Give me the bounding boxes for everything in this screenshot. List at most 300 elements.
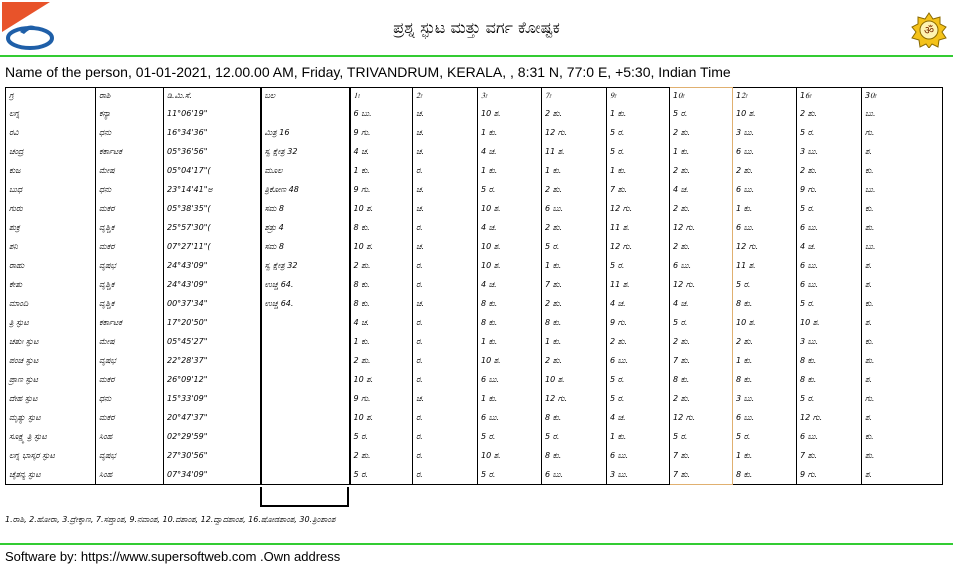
- cell-graha: ತ್ರಿ ಸ್ಫುಟ: [6, 313, 96, 332]
- cell-drekkana-3: 10 ಶ.: [478, 351, 542, 370]
- cell-drekkana-3: 10 ಶ.: [478, 237, 542, 256]
- cell-trimshamsha-30: ಬು.: [862, 237, 943, 256]
- cell-degree: 27°30'56": [164, 446, 261, 465]
- table-row: [6, 180, 943, 199]
- cell-bala: [261, 351, 350, 370]
- cell-hora-2: ಚ.: [413, 294, 478, 313]
- cell-graha: ಕುಜ: [6, 161, 96, 180]
- cell-dwadashamsha-12: 8 ಕು.: [733, 465, 797, 485]
- cell-rashi: ಕರ್ಕಾಟಕ: [96, 313, 164, 332]
- cell-dashamsha-10: 4 ಚ.: [670, 294, 733, 313]
- cell-dwadashamsha-12: 6 ಬು.: [733, 142, 797, 161]
- cell-dwadashamsha-12: 5 ರ.: [733, 427, 797, 446]
- cell-saptamsha-7: 8 ಕು.: [542, 446, 607, 465]
- cell-trimshamsha-30: ಗು.: [862, 389, 943, 408]
- cell-saptamsha-7: 1 ಕು.: [542, 332, 607, 351]
- cell-rashi: ಮೇಷ: [96, 161, 164, 180]
- cell-saptamsha-7: 2 ಶು.: [542, 294, 607, 313]
- cell-hora-2: ಚ.: [413, 389, 478, 408]
- cell-graha: ಪಂಚ ಸ್ಫುಟ: [6, 351, 96, 370]
- table-row: [6, 351, 943, 370]
- cell-rashi: ಧನು: [96, 389, 164, 408]
- cell-saptamsha-7: 6 ಬು.: [542, 465, 607, 485]
- cell-navamsha-9: 5 ರ.: [607, 389, 670, 408]
- cell-rashi: ವೃಶ್ಚಿಕ: [96, 218, 164, 237]
- cell-degree: 24°43'09": [164, 275, 261, 294]
- software-credit: Software by: https://www.supersoftweb.com .Own address: [5, 549, 341, 564]
- cell-degree: 02°29'59": [164, 427, 261, 446]
- cell-bala: [261, 389, 350, 408]
- table-row: [6, 256, 943, 275]
- cell-trimshamsha-30: ಕು.: [862, 161, 943, 180]
- table-row: [6, 142, 943, 161]
- cell-dwadashamsha-12: 1 ಕು.: [733, 351, 797, 370]
- cell-dashamsha-10: 2 ಶು.: [670, 199, 733, 218]
- header-rashi: ರಾಶಿ: [96, 88, 164, 105]
- cell-graha: ಗುರು: [6, 199, 96, 218]
- cell-rashi: ವೃಷಭ: [96, 256, 164, 275]
- cell-saptamsha-7: 5 ರ.: [542, 237, 607, 256]
- cell-graha: ಮಾಂದಿ: [6, 294, 96, 313]
- varga-legend: 1.ರಾಶಿ, 2.ಹೋರಾ, 3.ದ್ರೇಕ್ಕಾಣ, 7.ಸಪ್ತಾಂಶ, 9.ನವಾಂಶ, 10.ದಶಾಂಶ, 12.ದ್ವಾದಶಾಂಶ, 16.ಷೋಡಶಾಂಶ, 30.ತ್ರಿಂಶಾಂಶ: [5, 515, 336, 524]
- cell-bala: [261, 446, 350, 465]
- cell-dwadashamsha-12: 12 ಗು.: [733, 237, 797, 256]
- cell-graha: ಕೇತು: [6, 275, 96, 294]
- cell-degree: 26°09'12": [164, 370, 261, 389]
- cell-rashi-1: 8 ಕು.: [350, 294, 413, 313]
- cell-dashamsha-10: 2 ಶು.: [670, 237, 733, 256]
- cell-dashamsha-10: 7 ಶು.: [670, 446, 733, 465]
- cell-shodashamsha-16: 5 ರ.: [797, 199, 862, 218]
- cell-dashamsha-10: 12 ಗು.: [670, 408, 733, 427]
- cell-degree: 05°38'35"(: [164, 199, 261, 218]
- cell-rashi: ಧನು: [96, 123, 164, 142]
- cell-bala: [261, 408, 350, 427]
- page-title: ಪ್ರಶ್ನ ಸ್ಫುಟ ಮತ್ತು ವರ್ಗ ಕೋಷ್ಟಕ: [393, 18, 560, 37]
- cell-trimshamsha-30: ಶ.: [862, 275, 943, 294]
- cell-shodashamsha-16: 10 ಶ.: [797, 313, 862, 332]
- cell-dashamsha-10: 4 ಚ.: [670, 180, 733, 199]
- cell-saptamsha-7: 8 ಕು.: [542, 313, 607, 332]
- cell-dashamsha-10: 12 ಗು.: [670, 275, 733, 294]
- cell-saptamsha-7: 2 ಶು.: [542, 218, 607, 237]
- cell-graha: ಮೃತ್ಯು ಸ್ಫುಟ: [6, 408, 96, 427]
- cell-dwadashamsha-12: 6 ಬು.: [733, 408, 797, 427]
- cell-bala: ಮೂಲ: [261, 161, 350, 180]
- cell-rashi: ವೃಶ್ಚಿಕ: [96, 294, 164, 313]
- cell-dwadashamsha-12: 10 ಶ.: [733, 104, 797, 123]
- cell-rashi: ಸಿಂಹ: [96, 465, 164, 485]
- cell-rashi-1: 10 ಶ.: [350, 237, 413, 256]
- cell-trimshamsha-30: ಶ.: [862, 408, 943, 427]
- cell-navamsha-9: 6 ಬು.: [607, 446, 670, 465]
- cell-drekkana-3: 8 ಕು.: [478, 313, 542, 332]
- cell-shodashamsha-16: 6 ಬು.: [797, 256, 862, 275]
- table-row: [6, 104, 943, 123]
- table-row: [6, 332, 943, 351]
- cell-graha: ಚೈತನ್ಯ ಸ್ಫುಟ: [6, 465, 96, 485]
- table-row: [6, 294, 943, 313]
- cell-shodashamsha-16: 5 ರ.: [797, 294, 862, 313]
- cell-dwadashamsha-12: 11 ಶ.: [733, 256, 797, 275]
- cell-saptamsha-7: 8 ಕು.: [542, 408, 607, 427]
- cell-degree: 05°04'17"(: [164, 161, 261, 180]
- cell-rashi: ಮಕರ: [96, 199, 164, 218]
- table-row: [6, 123, 943, 142]
- cell-drekkana-3: 5 ರ.: [478, 427, 542, 446]
- svg-text:ॐ: ॐ: [923, 24, 935, 37]
- cell-saptamsha-7: 12 ಗು.: [542, 123, 607, 142]
- cell-trimshamsha-30: ಶ.: [862, 313, 943, 332]
- cell-shodashamsha-16: 6 ಬು.: [797, 427, 862, 446]
- cell-dwadashamsha-12: 1 ಕು.: [733, 199, 797, 218]
- cell-hora-2: ಚ.: [413, 142, 478, 161]
- cell-drekkana-3: 8 ಕು.: [478, 294, 542, 313]
- cell-hora-2: ರ.: [413, 161, 478, 180]
- cell-hora-2: ರ.: [413, 465, 478, 485]
- cell-hora-2: ರ.: [413, 275, 478, 294]
- cell-graha: ಚತುಃ ಸ್ಫುಟ: [6, 332, 96, 351]
- cell-graha: ಶುಕ್ರ: [6, 218, 96, 237]
- cell-trimshamsha-30: ಕು.: [862, 332, 943, 351]
- cell-rashi: ಸಿಂಹ: [96, 427, 164, 446]
- cell-trimshamsha-30: ಶು.: [862, 218, 943, 237]
- cell-graha: ಪ್ರಾಣ ಸ್ಫುಟ: [6, 370, 96, 389]
- cell-drekkana-3: 1 ಕು.: [478, 123, 542, 142]
- cell-shodashamsha-16: 3 ಬು.: [797, 142, 862, 161]
- cell-rashi-1: 9 ಗು.: [350, 389, 413, 408]
- om-seal-icon: [911, 12, 947, 48]
- cell-navamsha-9: 11 ಶ.: [607, 218, 670, 237]
- cell-navamsha-9: 3 ಬು.: [607, 465, 670, 485]
- cell-trimshamsha-30: ಕು.: [862, 427, 943, 446]
- cell-rashi-1: 1 ಕು.: [350, 161, 413, 180]
- cell-shodashamsha-16: 6 ಬು.: [797, 275, 862, 294]
- cell-drekkana-3: 6 ಬು.: [478, 408, 542, 427]
- cell-graha: ಲಗ್ನ: [6, 104, 96, 123]
- cell-dwadashamsha-12: 6 ಬು.: [733, 218, 797, 237]
- cell-rashi-1: 2 ಶು.: [350, 446, 413, 465]
- cell-shodashamsha-16: 5 ರ.: [797, 389, 862, 408]
- cell-drekkana-3: 5 ರ.: [478, 180, 542, 199]
- cell-drekkana-3: 10 ಶ.: [478, 446, 542, 465]
- cell-shodashamsha-16: 8 ಕು.: [797, 370, 862, 389]
- cell-dwadashamsha-12: 8 ಕು.: [733, 370, 797, 389]
- cell-bala: [261, 465, 350, 485]
- cell-saptamsha-7: 1 ಕು.: [542, 161, 607, 180]
- cell-hora-2: ಚ.: [413, 237, 478, 256]
- cell-bala: [261, 332, 350, 351]
- header-navamsha-9: 9ಃ: [607, 88, 670, 105]
- header: [0, 0, 953, 56]
- cell-navamsha-9: 1 ಕು.: [607, 104, 670, 123]
- cell-dwadashamsha-12: 5 ರ.: [733, 275, 797, 294]
- cell-rashi-1: 4 ಚ.: [350, 313, 413, 332]
- cell-navamsha-9: 12 ಗು.: [607, 237, 670, 256]
- cell-saptamsha-7: 2 ಶು.: [542, 351, 607, 370]
- cell-drekkana-3: 1 ಕು.: [478, 389, 542, 408]
- cell-navamsha-9: 5 ರ.: [607, 256, 670, 275]
- cell-trimshamsha-30: ಬು.: [862, 104, 943, 123]
- cell-rashi: ವೃಷಭ: [96, 446, 164, 465]
- cell-hora-2: ಚ.: [413, 180, 478, 199]
- cell-degree: 11°06'19": [164, 104, 261, 123]
- cell-navamsha-9: 9 ಗು.: [607, 313, 670, 332]
- cell-trimshamsha-30: ಶ.: [862, 370, 943, 389]
- cell-dashamsha-10: 5 ರ.: [670, 427, 733, 446]
- cell-saptamsha-7: 5 ರ.: [542, 427, 607, 446]
- header-hora-2: 2ಃ: [413, 88, 478, 105]
- cell-saptamsha-7: 10 ಶ.: [542, 370, 607, 389]
- cell-degree: 05°36'56": [164, 142, 261, 161]
- table-row: [6, 465, 943, 485]
- cell-bala: [261, 370, 350, 389]
- cell-drekkana-3: 10 ಶ.: [478, 256, 542, 275]
- cell-rashi-1: 9 ಗು.: [350, 180, 413, 199]
- cell-dashamsha-10: 2 ಶು.: [670, 389, 733, 408]
- cell-rashi-1: 8 ಕು.: [350, 275, 413, 294]
- table-row: [6, 408, 943, 427]
- cell-bala: ಉಚ್ಚ 64.: [261, 275, 350, 294]
- cell-bala: ಸ್ವ ಕ್ಷೇತ್ರ 32: [261, 256, 350, 275]
- table-row: [6, 313, 943, 332]
- cell-trimshamsha-30: ಕು.: [862, 199, 943, 218]
- sphuta-varga-table: [5, 87, 943, 485]
- cell-saptamsha-7: 7 ಶು.: [542, 275, 607, 294]
- cell-graha: ಚಂದ್ರ: [6, 142, 96, 161]
- cell-saptamsha-7: 1 ಕು.: [542, 256, 607, 275]
- cell-rashi: ವೃಷಭ: [96, 351, 164, 370]
- cell-hora-2: ರ.: [413, 218, 478, 237]
- cell-dashamsha-10: 5 ರ.: [670, 313, 733, 332]
- header-graha: ಗ್ರ: [6, 88, 96, 105]
- header-bala: ಬಲ: [261, 88, 350, 105]
- cell-dashamsha-10: 5 ರ.: [670, 104, 733, 123]
- cell-navamsha-9: 2 ಶು.: [607, 332, 670, 351]
- cell-navamsha-9: 12 ಗು.: [607, 199, 670, 218]
- cell-degree: 07°27'11"(: [164, 237, 261, 256]
- header-degree: ಡಿ.ಮಿ.ಸೆ.: [164, 88, 261, 105]
- cell-graha: ರಾಹು: [6, 256, 96, 275]
- cell-degree: 22°28'37": [164, 351, 261, 370]
- cell-shodashamsha-16: 2 ಶು.: [797, 104, 862, 123]
- cell-degree: 17°20'50": [164, 313, 261, 332]
- cell-dwadashamsha-12: 6 ಬು.: [733, 180, 797, 199]
- table-row: [6, 218, 943, 237]
- cell-degree: 16°34'36": [164, 123, 261, 142]
- cell-shodashamsha-16: 8 ಕು.: [797, 351, 862, 370]
- table-row: [6, 199, 943, 218]
- cell-degree: 00°37'34": [164, 294, 261, 313]
- cell-dashamsha-10: 6 ಬು.: [670, 256, 733, 275]
- cell-shodashamsha-16: 12 ಗು.: [797, 408, 862, 427]
- cell-graha: ಬುಧ: [6, 180, 96, 199]
- cell-trimshamsha-30: ಶ.: [862, 142, 943, 161]
- cell-dwadashamsha-12: 3 ಬು.: [733, 389, 797, 408]
- cell-drekkana-3: 5 ರ.: [478, 465, 542, 485]
- table-row: [6, 446, 943, 465]
- cell-hora-2: ಚ.: [413, 123, 478, 142]
- cell-saptamsha-7: 12 ಗು.: [542, 389, 607, 408]
- cell-bala: ಉಚ್ಚ 64.: [261, 294, 350, 313]
- cell-rashi-1: 10 ಶ.: [350, 370, 413, 389]
- cell-dashamsha-10: 2 ಶು.: [670, 123, 733, 142]
- cell-navamsha-9: 1 ಕು.: [607, 427, 670, 446]
- cell-bala: [261, 427, 350, 446]
- cell-degree: 20°47'37": [164, 408, 261, 427]
- cell-trimshamsha-30: ಶು.: [862, 446, 943, 465]
- cell-degree: 24°43'09": [164, 256, 261, 275]
- cell-hora-2: ರ.: [413, 446, 478, 465]
- cell-dashamsha-10: 2 ಶು.: [670, 332, 733, 351]
- cell-trimshamsha-30: ಗು.: [862, 123, 943, 142]
- cell-dashamsha-10: 7 ಶು.: [670, 465, 733, 485]
- cell-rashi-1: 8 ಕು.: [350, 218, 413, 237]
- cell-graha: ಸೂಕ್ಷ್ಮ ತ್ರಿ ಸ್ಫುಟ: [6, 427, 96, 446]
- table-row: [6, 275, 943, 294]
- cell-shodashamsha-16: 4 ಚ.: [797, 237, 862, 256]
- cell-rashi-1: 2 ಶು.: [350, 256, 413, 275]
- cell-shodashamsha-16: 7 ಶು.: [797, 446, 862, 465]
- cell-navamsha-9: 6 ಬು.: [607, 351, 670, 370]
- cell-hora-2: ಚ.: [413, 104, 478, 123]
- cell-trimshamsha-30: ಬು.: [862, 180, 943, 199]
- cell-graha: ದೇಹ ಸ್ಫುಟ: [6, 389, 96, 408]
- bala-column-extension: [260, 487, 349, 507]
- header-saptamsha-7: 7ಃ: [542, 88, 607, 105]
- cell-rashi: ಮಕರ: [96, 408, 164, 427]
- top-divider: [0, 55, 953, 57]
- cell-saptamsha-7: 2 ಶು.: [542, 104, 607, 123]
- person-details: Name of the person, 01-01-2021, 12.00.00 AM, Friday, TRIVANDRUM, KERALA, , 8:31 N, 77:0 E, +5:30, Indian Time: [5, 64, 731, 80]
- cell-drekkana-3: 6 ಬು.: [478, 370, 542, 389]
- cell-bala: ಸಮ 8: [261, 199, 350, 218]
- cell-rashi-1: 5 ರ.: [350, 465, 413, 485]
- cell-drekkana-3: 1 ಕು.: [478, 161, 542, 180]
- cell-rashi-1: 5 ರ.: [350, 427, 413, 446]
- cell-saptamsha-7: 11 ಶ.: [542, 142, 607, 161]
- cell-rashi: ಕನ್ಯಾ: [96, 104, 164, 123]
- cell-rashi: ಮಕರ: [96, 237, 164, 256]
- cell-hora-2: ರ.: [413, 427, 478, 446]
- cell-degree: 15°33'09": [164, 389, 261, 408]
- cell-shodashamsha-16: 9 ಗು.: [797, 465, 862, 485]
- table-row: [6, 161, 943, 180]
- cell-hora-2: ರ.: [413, 332, 478, 351]
- cell-rashi-1: 10 ಶ.: [350, 199, 413, 218]
- cell-drekkana-3: 10 ಶ.: [478, 199, 542, 218]
- cell-bala: ಸಮ 8: [261, 237, 350, 256]
- cell-rashi-1: 9 ಗು.: [350, 123, 413, 142]
- cell-navamsha-9: 5 ರ.: [607, 142, 670, 161]
- cell-shodashamsha-16: 3 ಬು.: [797, 332, 862, 351]
- cell-dwadashamsha-12: 1 ಕು.: [733, 446, 797, 465]
- cell-navamsha-9: 4 ಚ.: [607, 294, 670, 313]
- cell-navamsha-9: 11 ಶ.: [607, 275, 670, 294]
- cell-drekkana-3: 10 ಶ.: [478, 104, 542, 123]
- header-trimshamsha-30: 30ಃ: [862, 88, 943, 105]
- cell-trimshamsha-30: ಕು.: [862, 294, 943, 313]
- cell-degree: 05°45'27": [164, 332, 261, 351]
- cell-bala: ತ್ರಿಕೋಣ 48: [261, 180, 350, 199]
- cell-shodashamsha-16: 9 ಗು.: [797, 180, 862, 199]
- cell-rashi-1: 1 ಕು.: [350, 332, 413, 351]
- cell-drekkana-3: 4 ಚ.: [478, 275, 542, 294]
- cell-rashi-1: 4 ಚ.: [350, 142, 413, 161]
- header-rashi-1: 1ಃ: [350, 88, 413, 105]
- cell-dwadashamsha-12: 10 ಶ.: [733, 313, 797, 332]
- cell-hora-2: ರ.: [413, 370, 478, 389]
- header-dwadashamsha-12: 12ಃ: [733, 88, 797, 105]
- table-row: [6, 427, 943, 446]
- cell-drekkana-3: 4 ಚ.: [478, 142, 542, 161]
- cell-hora-2: ರ.: [413, 313, 478, 332]
- cell-rashi-1: 10 ಶ.: [350, 408, 413, 427]
- cell-shodashamsha-16: 2 ಶು.: [797, 161, 862, 180]
- cell-saptamsha-7: 6 ಬು.: [542, 199, 607, 218]
- cell-navamsha-9: 5 ರ.: [607, 370, 670, 389]
- cell-dashamsha-10: 7 ಶು.: [670, 351, 733, 370]
- cell-bala: [261, 104, 350, 123]
- cell-bala: ಮಿತ್ರ 16: [261, 123, 350, 142]
- cell-graha: ರವಿ: [6, 123, 96, 142]
- cell-rashi: ಕರ್ಕಾಟಕ: [96, 142, 164, 161]
- cell-rashi: ವೃಶ್ಚಿಕ: [96, 275, 164, 294]
- cell-rashi-1: 6 ಬು.: [350, 104, 413, 123]
- cell-degree: 23°14'41"ಅ: [164, 180, 261, 199]
- cell-rashi: ಮೇಷ: [96, 332, 164, 351]
- cell-trimshamsha-30: ಶ.: [862, 256, 943, 275]
- table-row: [6, 237, 943, 256]
- cell-hora-2: ಚ.: [413, 199, 478, 218]
- cell-dashamsha-10: 12 ಗು.: [670, 218, 733, 237]
- cell-navamsha-9: 5 ರ.: [607, 123, 670, 142]
- cell-hora-2: ರ.: [413, 256, 478, 275]
- cell-rashi-1: 2 ಶು.: [350, 351, 413, 370]
- cell-drekkana-3: 1 ಕು.: [478, 332, 542, 351]
- cell-dwadashamsha-12: 3 ಬು.: [733, 123, 797, 142]
- table-row: [6, 370, 943, 389]
- cell-drekkana-3: 4 ಚ.: [478, 218, 542, 237]
- cell-dwadashamsha-12: 2 ಶು.: [733, 161, 797, 180]
- bottom-divider: [0, 543, 953, 545]
- cell-dwadashamsha-12: 8 ಕು.: [733, 294, 797, 313]
- header-shodashamsha-16: 16ಃ: [797, 88, 862, 105]
- cell-shodashamsha-16: 5 ರ.: [797, 123, 862, 142]
- cell-navamsha-9: 4 ಚ.: [607, 408, 670, 427]
- cell-dwadashamsha-12: 2 ಶು.: [733, 332, 797, 351]
- cell-bala: ಸ್ವ ಕ್ಷೇತ್ರ 32: [261, 142, 350, 161]
- cell-graha: ಶನಿ: [6, 237, 96, 256]
- cell-dashamsha-10: 2 ಶು.: [670, 161, 733, 180]
- cell-graha: ಲಗ್ನ ಭಾಸ್ಕರ ಸ್ಫುಟ: [6, 446, 96, 465]
- cell-hora-2: ರ.: [413, 351, 478, 370]
- table-row: [6, 389, 943, 408]
- header-drekkana-3: 3ಃ: [478, 88, 542, 105]
- cell-dashamsha-10: 8 ಕು.: [670, 370, 733, 389]
- cell-shodashamsha-16: 6 ಬು.: [797, 218, 862, 237]
- cell-rashi: ಮಕರ: [96, 370, 164, 389]
- cell-navamsha-9: 7 ಶು.: [607, 180, 670, 199]
- cell-rashi: ಧನು: [96, 180, 164, 199]
- cell-degree: 07°34'09": [164, 465, 261, 485]
- cell-trimshamsha-30: ಶು.: [862, 351, 943, 370]
- cell-bala: [261, 313, 350, 332]
- cell-trimshamsha-30: ಶ.: [862, 465, 943, 485]
- header-dashamsha-10: 10ಃ: [670, 88, 733, 105]
- cell-degree: 25°57'30"(: [164, 218, 261, 237]
- cell-dashamsha-10: 1 ಕು.: [670, 142, 733, 161]
